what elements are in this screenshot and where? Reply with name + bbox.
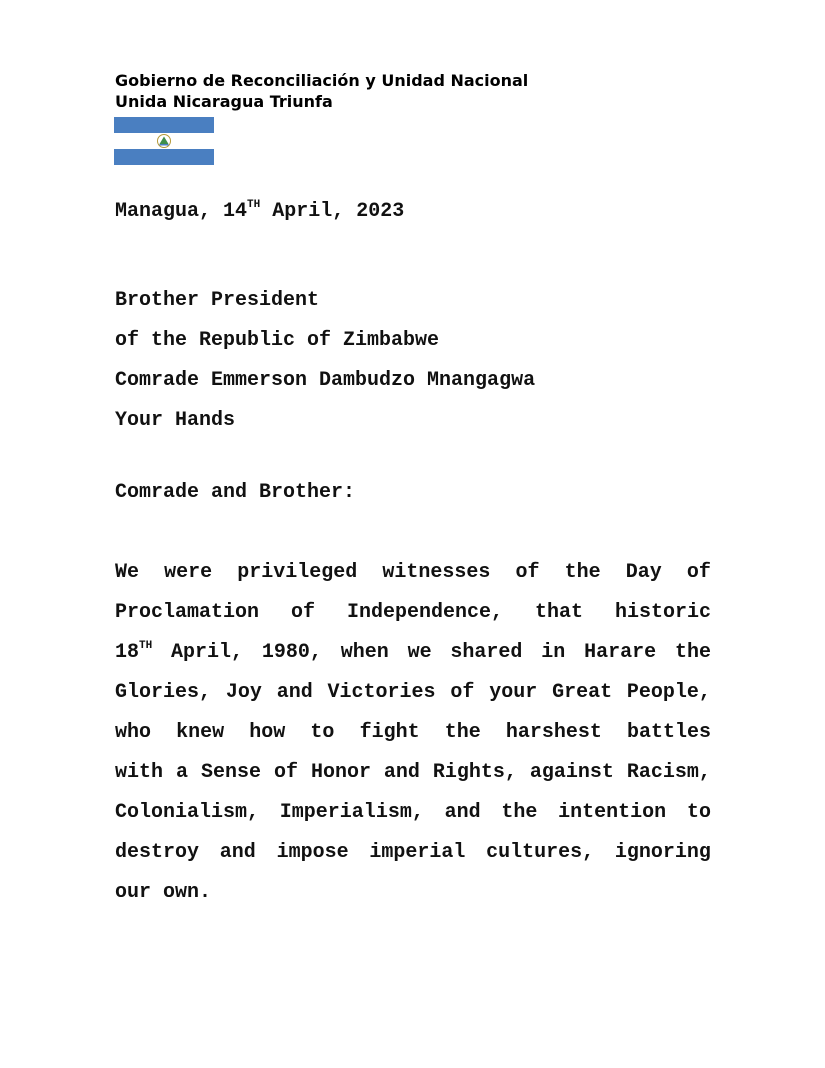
body-word: knew [176,721,225,744]
body-word: Proclamation [115,601,260,624]
date-text: Managua, 14 [115,200,248,223]
body-word: that [534,601,583,624]
body-date-ordinal-suffix: TH [139,640,153,652]
body-word: our [115,881,152,904]
body-word: ignoring [614,841,711,864]
body-word: we [407,641,432,664]
body-word: imperial [369,841,466,864]
body-word: of [515,561,540,584]
nicaragua-flag-icon [114,117,214,165]
body-word: Honor [310,761,371,784]
body-word: destroy [115,841,200,864]
addressee-line: of the Republic of Zimbabwe [115,329,440,352]
body-word: the [444,721,481,744]
body-word: the [674,641,711,664]
body-word: and [219,841,256,864]
body-word: intention [558,801,667,824]
body-word: Victories [327,681,436,704]
letterhead [115,70,528,112]
body-word: Racism, [626,761,711,784]
letter-body-paragraph [115,561,711,921]
body-line [115,641,711,681]
body-word: battles [626,721,711,744]
body-word: Colonialism, [115,801,260,824]
body-word: witnesses [382,561,491,584]
body-word: of [686,561,711,584]
addressee-line: Brother President [115,289,320,312]
body-word: cultures, [486,841,595,864]
body-word: 1980, [261,641,322,664]
body-word: when [340,641,389,664]
body-word: the [501,801,538,824]
body-word: own. [163,881,212,904]
body-line [115,841,711,881]
body-word: of [450,681,475,704]
body-word: a [175,761,188,784]
body-line [115,881,711,921]
body-line [115,801,711,841]
addressee-block [115,281,535,441]
body-word: and [276,681,313,704]
body-word: in [541,641,566,664]
body-word: Harare [584,641,657,664]
body-word: Sense [200,761,261,784]
body-word: against [529,761,614,784]
body-word: of [273,761,298,784]
body-word: People, [626,681,711,704]
body-word: Glories, [115,681,212,704]
body-word-with-suffix [115,641,152,681]
body-word: with [115,761,164,784]
body-line [115,681,711,721]
body-word: to [310,721,335,744]
date-text-rest: April, 2023 [260,200,405,223]
body-word: Day [625,561,662,584]
addressee-line: Your Hands [115,409,236,432]
body-word: We [115,561,140,584]
letterhead-government-name: Gobierno de Reconciliación y Unidad Nacional [115,71,529,90]
salutation: Comrade and Brother: [115,481,356,504]
addressee-line: Comrade Emmerson Dambudzo Mnangagwa [115,369,536,392]
body-word: fight [359,721,420,744]
date-ordinal-suffix: TH [247,199,261,211]
body-word: Independence, [346,601,504,624]
body-word: April, [171,641,244,664]
body-word: and [444,801,481,824]
body-word: your [489,681,538,704]
body-word: shared [450,641,523,664]
body-word: to [686,801,711,824]
body-word: the [564,561,601,584]
body-word: Joy [225,681,262,704]
body-word: and [383,761,420,784]
body-line [115,561,711,601]
letter-date [115,200,404,223]
body-line [115,721,711,761]
body-word: Imperialism, [279,801,424,824]
body-word: historic [614,601,711,624]
body-word: how [249,721,286,744]
letterhead-motto: Unida Nicaragua Triunfa [115,92,333,111]
body-word: 18 [115,641,140,664]
body-word: Rights, [432,761,517,784]
body-word: impose [276,841,349,864]
body-line [115,761,711,801]
body-word: who [115,721,152,744]
body-word: Great [552,681,613,704]
body-word: of [291,601,316,624]
body-word: were [164,561,213,584]
body-word: privileged [237,561,358,584]
body-line [115,601,711,641]
body-word: harshest [505,721,602,744]
